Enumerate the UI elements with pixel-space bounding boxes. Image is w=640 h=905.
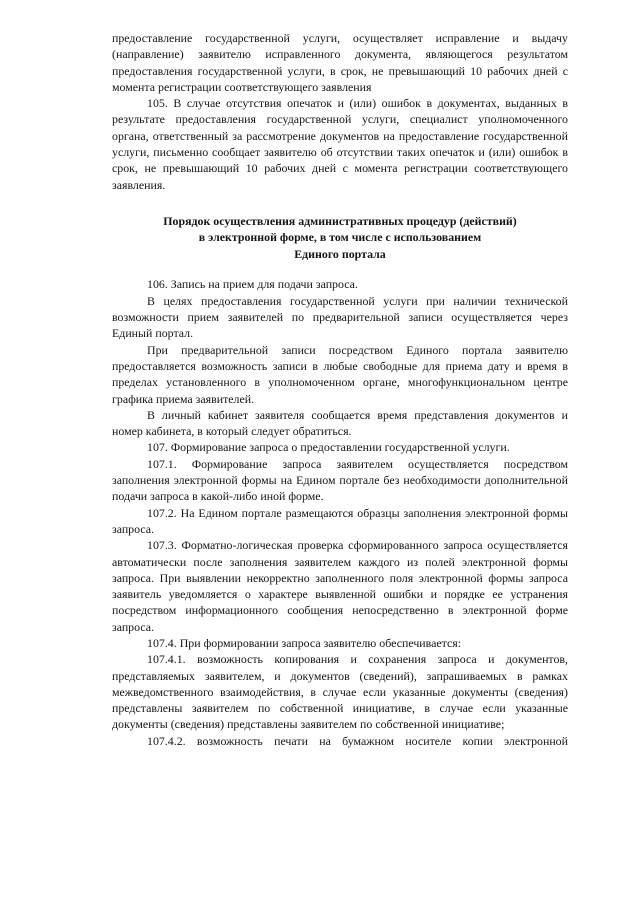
paragraph-107-2: 107.2. На Едином портале размещаются образцы заполнения электронной формы запроса.: [112, 505, 568, 536]
paragraph-106-b: При предварительной записи посредством Единого портала заявителю предоставляется возможность записи в любые свободные для приема дату и время в пределах установленного в уполномоченном органе, многофункциональном центре графика приема заявителей.: [112, 342, 568, 406]
paragraph-107: 107. Формирование запроса о предоставлении государственной услуги.: [147, 440, 510, 455]
section-heading: [112, 213, 568, 263]
paragraph-107-4-2: 107.4.2. возможность печати на бумажном носителе копии электронной: [147, 733, 568, 748]
heading-line-1: Порядок осуществления административных процедур (действий): [163, 213, 517, 228]
paragraph-106-a: В целях предоставления государственной услуги при наличии технической возможности прием заявителей по предварительной записи осуществляется через Единый портал.: [112, 293, 568, 341]
paragraph-106-c: В личный кабинет заявителя сообщается время представления документов и номер кабинета, в который следует обратиться.: [112, 407, 568, 439]
paragraph-107-4-1: 107.4.1. возможность копирования и сохранения запроса и документов, представляемых заявителем, и документов (сведений), запрашиваемых в рамках межведомственного взаимодействия, в случае если указанные документы (сведения) представлены заявителем по собственной инициативе, в случае если указанные документы (сведения) представлены заявителем по собственной инициативе;: [112, 652, 568, 732]
heading-line-3: Единого портала: [294, 246, 386, 261]
spacer: [112, 193, 568, 213]
paragraph-continuation: предоставление государственной услуги, осуществляет исправление и выдачу (направление) заявителю исправленного документа, являющегося результатом предоставления государственной услуги, в срок, не превышающий 10 рабочих дней с момента регистрации соответствующего заявления: [112, 31, 568, 94]
heading-line-2: в электронной форме, в том числе с использованием: [198, 230, 482, 245]
paragraph-107-4: 107.4. При формировании запроса заявителю обеспечивается:: [147, 636, 462, 650]
paragraph-106: 106. Запись на прием для подачи запроса.: [147, 277, 358, 292]
paragraph-105: 105. В случае отсутствия опечаток и (или) ошибок в документах, выданных в результате предоставления государственной услуги, специалист уполномоченного органа, ответственный за рассмотрение документов на предоставление государственной услуги, письменно сообщает заявителю об отсутствии таких опечаток и (или) ошибок в срок, не превышающий 10 рабочих дней с момента регистрации соответствующего заявления.: [112, 96, 568, 192]
paragraph-107-3: 107.3. Форматно-логическая проверка сформированного запроса осуществляется автоматически после заполнения заявителем каждого из полей электронной формы запроса. При выявлении некорректно заполненного поля электронной формы запроса заявитель уведомляется о характере выявленной ошибки и порядке ее устранения посредством информационного сообщения непосредственно в электронной форме запроса.: [112, 538, 568, 634]
paragraph-107-1: 107.1. Формирование запроса заявителем осуществляется посредством заполнения электронной формы на Едином портале без необходимости дополнительной подачи запроса в какой-либо иной форме.: [112, 456, 568, 504]
